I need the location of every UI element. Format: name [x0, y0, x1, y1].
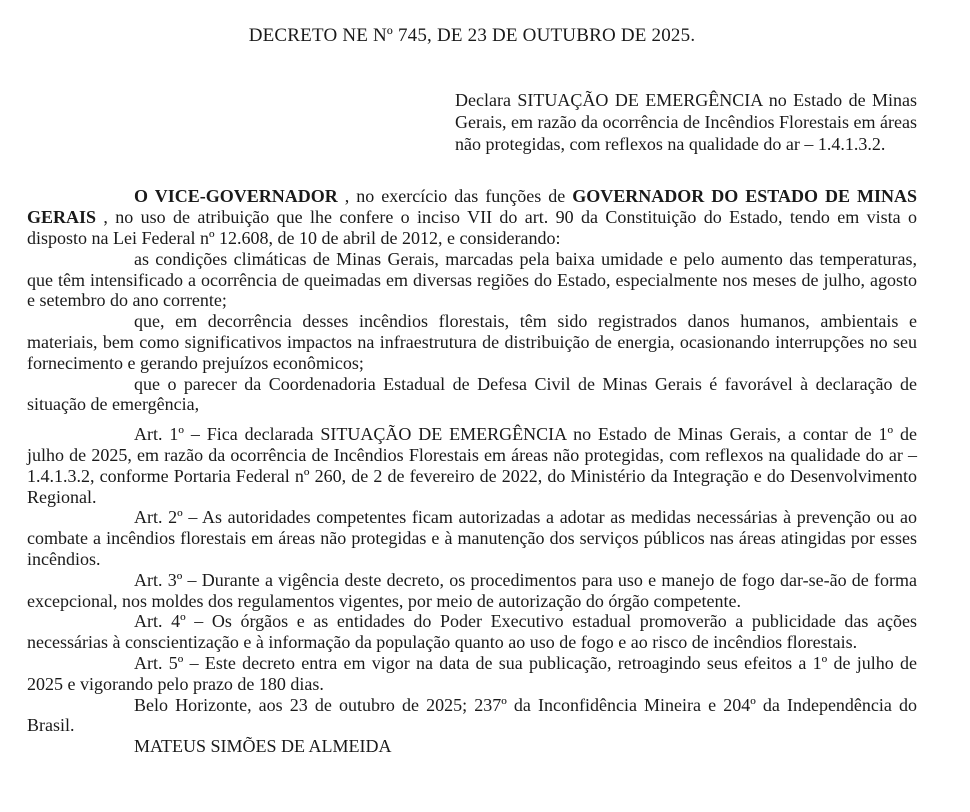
article-paragraph-1: Art. 1º – Fica declarada SITUAÇÃO DE EMERGÊNCIA no Estado de Minas Gerais, a contar de 1º de julho de 2025, em razão da ocorrência de Incêndios Florestais em áreas não protegidas, com reflexos na qualidade do ar – 1.4.1.3.2, conforme Portaria Federal nº 260, de 2 de fevereiro de 2022, do Ministério da Integração e do Desenvolvimento Regional.	[27, 424, 917, 507]
preamble-paragraph	[27, 186, 917, 248]
articles-section	[27, 424, 917, 694]
decree-title: DECRETO NE Nº 745, DE 23 DE OUTUBRO DE 2025.	[248, 25, 696, 46]
governor-of-state-label: GOVERNADOR DO ESTADO DE MINAS GERAIS	[27, 186, 917, 228]
decree-summary: Declara SITUAÇÃO DE EMERGÊNCIA no Estado de Minas Gerais, em razão da ocorrência de Incêndios Florestais em áreas não protegidas, com reflexos na qualidade do ar – 1.4.1.3.2.	[455, 90, 917, 154]
closing-paragraph: Belo Horizonte, aos 23 de outubro de 2025; 237º da Inconfidência Mineira e 204º da Independência do Brasil.	[27, 694, 917, 736]
signature-line: MATEUS SIMÕES DE ALMEIDA	[134, 736, 392, 757]
decree-body	[27, 186, 917, 757]
article-paragraph-2: Art. 2º – As autoridades competentes ficam autorizadas a adotar as medidas necessárias à prevenção ou ao combate a incêndios florestais em áreas não protegidas e à manutenção dos serviços públicos nas áreas atingidas por esses incêndios.	[27, 507, 917, 569]
vice-governor-label: O VICE-GOVERNADOR	[134, 186, 338, 207]
article-paragraph-4: Art. 4º – Os órgãos e as entidades do Poder Executivo estadual promoverão a publicidade das ações necessárias à conscientização e à informação da população quanto ao uso de fogo e ao risco de incêndios florestais.	[27, 611, 917, 653]
consideration-paragraph-civil-defense: que o parecer da Coordenadoria Estadual de Defesa Civil de Minas Gerais é favorável à declaração de situação de emergência,	[27, 373, 917, 415]
consideration-paragraph-damages: que, em decorrência desses incêndios florestais, têm sido registrados danos humanos, ambientais e materiais, bem como significativos impactos na infraestrutura de distribuição de energia, ocasionando interrupções no seu fornecimento e gerando prejuízos econômicos;	[27, 311, 917, 373]
article-paragraph-3: Art. 3º – Durante a vigência deste decreto, os procedimentos para uso e manejo de fogo dar-se-ão de forma excepcional, nos moldes dos regulamentos vigentes, por meio de autorização do órgão competente.	[27, 569, 917, 611]
consideration-paragraph-climate: as condições climáticas de Minas Gerais, marcadas pela baixa umidade e pelo aumento das temperaturas, que têm intensificado a ocorrência de queimadas em diversas regiões do Estado, especialmente nos meses de julho, agosto e setembro do ano corrente;	[27, 248, 917, 311]
preamble-text-1: , no exercício das funções de	[337, 186, 573, 207]
preamble-text-2: , no uso de atribuição que lhe confere o inciso VII do art. 90 da Constituição do Estado, tendo em vista o disposto na Lei Federal nº 12.608, de 10 de abril de 2012, e considerando:	[27, 207, 917, 248]
article-paragraph-5: Art. 5º – Este decreto entra em vigor na data de sua publicação, retroagindo seus efeitos a 1º de julho de 2025 e vigorando pelo prazo de 180 dias.	[27, 652, 917, 694]
